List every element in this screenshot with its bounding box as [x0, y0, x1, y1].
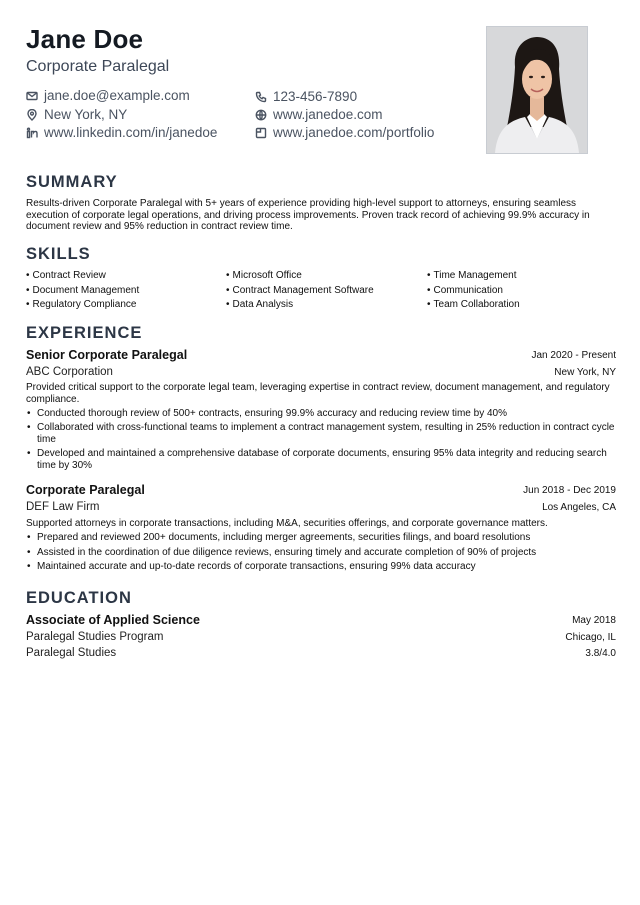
- job-location: New York, NY: [554, 367, 616, 378]
- map-pin-icon: [26, 109, 38, 121]
- contact-linkedin-text: www.linkedin.com/in/janedoe: [44, 125, 218, 140]
- education-location: Chicago, IL: [565, 632, 616, 643]
- skill-item: • Data Analysis: [226, 299, 293, 310]
- summary-text: Results-driven Corporate Paralegal with 5+ years of experience providing high-level support to attorneys, ensuring seamless execution of corporate legal operations, and driving process improvements. Proven track record of achieving 99.9% accuracy in document review and 95% reduction in contract review time.: [26, 198, 590, 233]
- job-bullet: • Developed and maintained a comprehensive database of corporate documents, ensuring 95% data integrity and reducing search time by 30%: [26, 448, 616, 471]
- contact-location: [26, 107, 127, 122]
- skill-item: • Document Management: [26, 285, 139, 296]
- skill-item: • Microsoft Office: [226, 270, 302, 281]
- skill-item: • Contract Review: [26, 270, 106, 281]
- skills-heading: SKILLS: [26, 245, 91, 263]
- contact-phone-text: 123-456-7890: [273, 89, 358, 104]
- education-field: Paralegal Studies: [26, 647, 117, 659]
- portrait-image: [487, 27, 587, 153]
- job-bullet: • Conducted thorough review of 500+ contracts, ensuring 99.9% accuracy and reducing review time by 40%: [26, 408, 616, 420]
- contact-website[interactable]: [255, 107, 383, 122]
- summary-heading: SUMMARY: [26, 173, 118, 191]
- profile-photo: [486, 26, 588, 154]
- job-dates: Jun 2018 - Dec 2019: [523, 485, 616, 496]
- job-bullet: • Maintained accurate and up-to-date records of corporate transactions, ensuring 99% data accuracy: [26, 561, 616, 573]
- mail-icon: [26, 90, 38, 102]
- education-heading: EDUCATION: [26, 589, 132, 607]
- contact-website-text: www.janedoe.com: [273, 107, 383, 122]
- education-program: Paralegal Studies Program: [26, 631, 164, 643]
- contact-email-text: jane.doe@example.com: [44, 88, 190, 103]
- contact-email[interactable]: [26, 88, 190, 103]
- skill-item: • Team Collaboration: [427, 299, 520, 310]
- job-company: DEF Law Firm: [26, 501, 100, 513]
- education-gpa: 3.8/4.0: [585, 648, 616, 659]
- job-title: Corporate Paralegal: [26, 483, 145, 497]
- contact-portfolio-text: www.janedoe.com/portfolio: [273, 125, 435, 140]
- job-bullet: • Assisted in the coordination of due diligence reviews, ensuring timely and accurate completion of 90% of projects: [26, 547, 616, 559]
- job-description: Provided critical support to the corporate legal team, leveraging expertise in contract review, document management, and regulatory compliance.: [26, 382, 610, 405]
- job-description: Supported attorneys in corporate transactions, including M&A, securities offerings, and corporate governance matters.: [26, 518, 548, 529]
- phone-icon: [255, 91, 267, 103]
- portfolio-icon: [255, 127, 267, 139]
- education-date: May 2018: [572, 615, 616, 626]
- skill-item: • Regulatory Compliance: [26, 299, 136, 310]
- job-company: ABC Corporation: [26, 366, 113, 378]
- linkedin-icon: [26, 127, 38, 139]
- job-dates: Jan 2020 - Present: [531, 350, 616, 361]
- candidate-title: Corporate Paralegal: [26, 58, 170, 75]
- job-bullet: • Prepared and reviewed 200+ documents, including merger agreements, securities filings, and board resolutions: [26, 532, 616, 544]
- skill-item: • Time Management: [427, 270, 517, 281]
- contact-portfolio[interactable]: [255, 125, 434, 140]
- contact-linkedin[interactable]: [26, 125, 217, 140]
- job-bullet: • Collaborated with cross-functional teams to implement a contract management system, resulting in 25% reduction in contract cycle time: [26, 422, 616, 445]
- contact-phone[interactable]: [255, 89, 357, 104]
- skill-item: • Communication: [427, 285, 503, 296]
- experience-heading: EXPERIENCE: [26, 324, 143, 342]
- contact-location-text: New York, NY: [44, 107, 128, 122]
- job-location: Los Angeles, CA: [542, 502, 616, 513]
- job-title: Senior Corporate Paralegal: [26, 348, 188, 362]
- candidate-name: Jane Doe: [26, 24, 144, 54]
- degree-title: Associate of Applied Science: [26, 613, 200, 627]
- globe-icon: [255, 109, 267, 121]
- skill-item: • Contract Management Software: [226, 285, 374, 296]
